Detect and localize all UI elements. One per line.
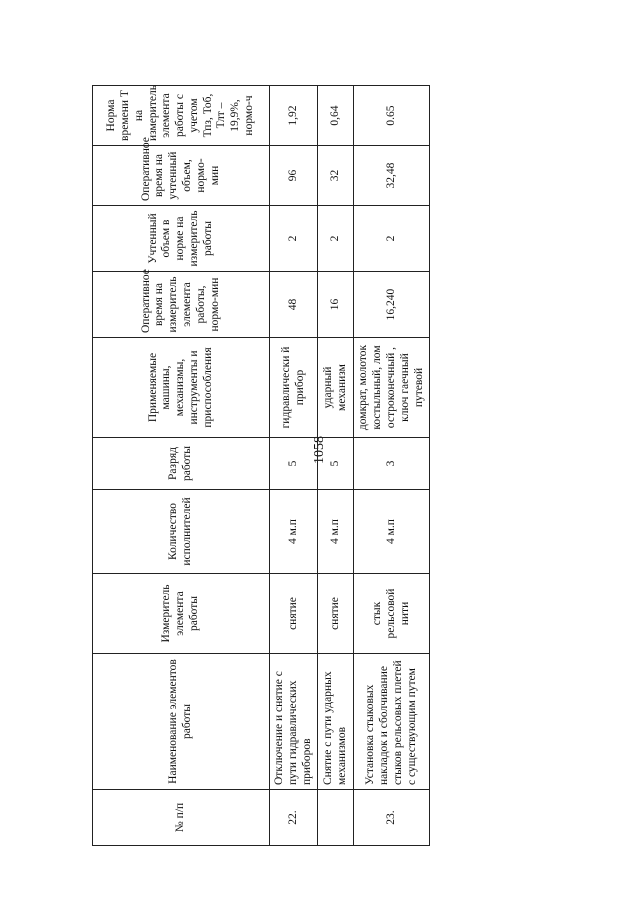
cell-measure: стык рельсовой нити — [354, 574, 430, 654]
cell-num: 22. — [270, 790, 318, 846]
cell-operative-volume: 32,48 — [354, 146, 430, 206]
table-header-row — [93, 86, 270, 846]
cell-rank: 3 — [354, 438, 430, 490]
header-time-norm: Норма времени Т на измеритель элемента работы с учетом Тпз, Тоб, Тлт – 19,9%, нормо-ч — [93, 86, 270, 146]
cell-measure: снятие — [270, 574, 318, 654]
table-row — [354, 86, 430, 846]
table-row — [270, 86, 318, 846]
cell-operative-volume: 96 — [270, 146, 318, 206]
cell-workers: 4 м.п — [354, 490, 430, 574]
cell-operative-time: 16 — [318, 272, 354, 338]
cell-volume: 2 — [270, 206, 318, 272]
norms-table — [92, 85, 430, 846]
cell-operative-volume: 32 — [318, 146, 354, 206]
cell-rank: 5 — [270, 438, 318, 490]
cell-num: 23. — [354, 790, 430, 846]
page-number: 1058 — [312, 436, 327, 464]
table-row — [318, 86, 354, 846]
cell-time-norm: 0,64 — [318, 86, 354, 146]
header-name: Наименование элементов работы — [93, 654, 270, 790]
cell-machines: домкрат, молоток костыльный, лом остроконечный , ключ гаечный путевой — [354, 338, 430, 438]
cell-rank: 5 — [318, 438, 354, 490]
cell-name: Отключение и снятие с пути гидравлических приборов — [270, 654, 318, 790]
table-frame — [92, 85, 425, 846]
header-workers: Количество исполнителей — [93, 490, 270, 574]
header-operative-volume: Оперативное время на учтенный объем, нормо-мин — [93, 146, 270, 206]
header-measure: Измеритель элемента работы — [93, 574, 270, 654]
cell-operative-time: 48 — [270, 272, 318, 338]
cell-time-norm: 1,92 — [270, 86, 318, 146]
cell-num — [318, 790, 354, 846]
cell-workers: 4 м.п — [318, 490, 354, 574]
cell-machines: ударный механизм — [318, 338, 354, 438]
cell-name: Снятие с пути ударных механизмов — [318, 654, 354, 790]
cell-volume: 2 — [354, 206, 430, 272]
header-rank: Разряд работы — [93, 438, 270, 490]
header-machines: Применяемые машины, механизмы, инструменты и приспособления — [93, 338, 270, 438]
cell-operative-time: 16,240 — [354, 272, 430, 338]
cell-volume: 2 — [318, 206, 354, 272]
cell-name: Установка стыковых накладок и сболчивание стыков рельсовых плетей с существующим путем — [354, 654, 430, 790]
cell-time-norm: 0.65 — [354, 86, 430, 146]
table-rotator — [92, 85, 425, 846]
header-num: № п/п — [93, 790, 270, 846]
header-volume: Учтенный объем в норме на измеритель работы — [93, 206, 270, 272]
cell-measure: снятие — [318, 574, 354, 654]
cell-workers: 4 м.п — [270, 490, 318, 574]
header-operative-time: Оперативное время на измеритель элемента работы, нормо-мин — [93, 272, 270, 338]
cell-machines: гидравлически й прибор — [270, 338, 318, 438]
